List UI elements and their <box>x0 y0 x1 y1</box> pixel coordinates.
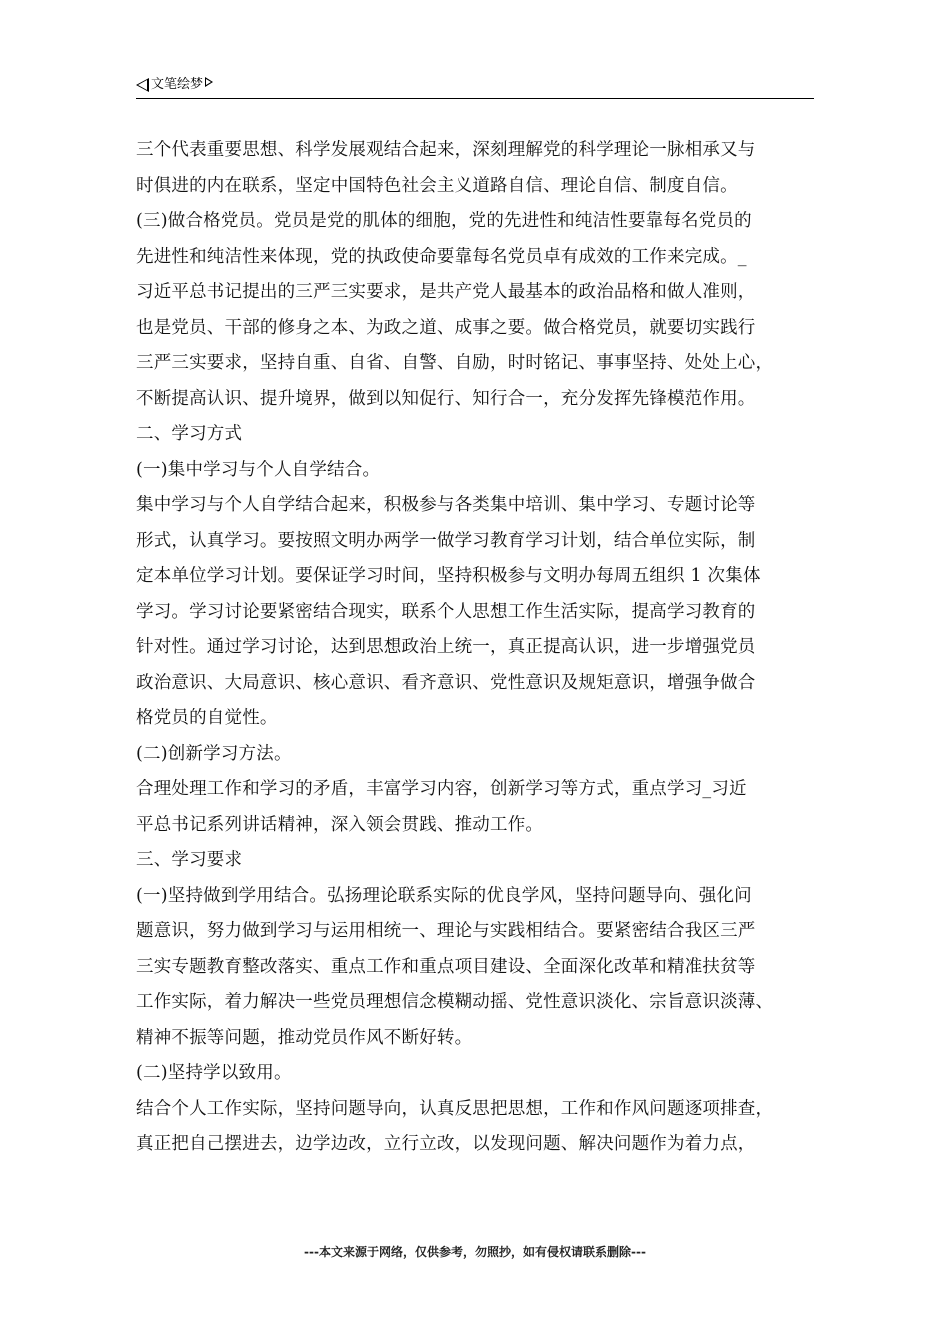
body-line: (一)坚持做到学用结合。弘扬理论联系实际的优良学风，坚持问题导向、强化问 <box>136 885 752 906</box>
body-line: 政治意识、大局意识、核心意识、看齐意识、党性意识及规矩意识，增强争做合 <box>136 672 756 693</box>
body-line: 工作实际，着力解决一些党员理想信念模糊动摇、党性意识淡化、宗旨意识淡薄、 <box>136 992 774 1012</box>
triangle-left-icon <box>136 78 149 92</box>
body-line: 合理处理工作和学习的矛盾，丰富学习内容，创新学习等方式，重点学习_习近 <box>136 779 747 799</box>
body-line: 习近平总书记提出的三严三实要求，是共产党人最基本的政治品格和做人准则， <box>136 282 756 302</box>
body-line: 三严三实要求，坚持自重、自省、自警、自励，时时铭记、事事坚持、处处上心， <box>136 353 774 373</box>
body-line: 三个代表重要思想、科学发展观结合起来，深刻理解党的科学理论一脉相承又与 <box>136 140 756 160</box>
body-line: 三实专题教育整改落实、重点工作和重点项目建设、全面深化改革和精准扶贫等 <box>136 956 756 977</box>
triangle-right-icon <box>205 77 213 87</box>
body-line: 平总书记系列讲话精神，深入领会贯践、推动工作。 <box>136 814 544 835</box>
body-line: 针对性。通过学习讨论，达到思想政治上统一，真正提高认识，进一步增强党员 <box>136 637 756 657</box>
body-line: 形式，认真学习。要按照文明办两学一做学习教育学习计划，结合单位实际，制 <box>136 530 756 551</box>
body-line: 格党员的自觉性。 <box>136 708 278 728</box>
body-line: 学习。学习讨论要紧密结合现实，联系个人思想工作生活实际，提高学习教育的 <box>136 601 756 622</box>
header-brand-text: 文笔绘梦 <box>151 77 204 92</box>
body-line: (三)做合格党员。党员是党的肌体的细胞，党的先进性和纯洁性要靠每名党员的 <box>136 211 752 231</box>
page-header <box>136 76 814 99</box>
section-heading: 二、学习方式 <box>136 424 243 444</box>
subsection-heading: (二)坚持学以致用。 <box>136 1063 292 1083</box>
body-line: 时俱进的内在联系，坚定中国特色社会主义道路自信、理论自信、制度自信。 <box>136 175 738 196</box>
body-line: 结合个人工作实际，坚持问题导向，认真反思把思想，工作和作风问题逐项排查， <box>136 1098 774 1119</box>
header-brand <box>136 76 213 94</box>
body-line: 先进性和纯洁性来体现，党的执政使命要靠每名党员卓有成效的工作来完成。_ <box>136 246 747 267</box>
body-line: 精神不振等问题，推动党员作风不断好转。 <box>136 1027 473 1048</box>
body-line: 定本单位学习计划。要保证学习时间，坚持积极参与文明办每周五组织 1 次集体 <box>136 566 761 586</box>
subsection-heading: (二)创新学习方法。 <box>136 743 292 764</box>
body-line: 题意识，努力做到学习与运用相统一、理论与实践相结合。要紧密结合我区三严 <box>136 921 756 941</box>
body-line: 也是党员、干部的修身之本、为政之道、成事之要。做合格党员，就要切实践行 <box>136 317 756 338</box>
body-line: 真正把自己摆进去，边学边改，立行立改，以发现问题、解决问题作为着力点， <box>136 1134 756 1154</box>
section-heading: 三、学习要求 <box>136 850 243 870</box>
document-body <box>136 133 820 1163</box>
body-line: 不断提高认识、提升境界，做到以知促行、知行合一，充分发挥先锋模范作用。 <box>136 388 756 409</box>
subsection-heading: (一)集中学习与个人自学结合。 <box>136 459 381 480</box>
page-footer: ---本文来源于网络，仅供参考，勿照抄，如有侵权请联系删除--- <box>304 1245 646 1259</box>
body-line: 集中学习与个人自学结合起来，积极参与各类集中培训、集中学习、专题讨论等 <box>136 495 756 515</box>
